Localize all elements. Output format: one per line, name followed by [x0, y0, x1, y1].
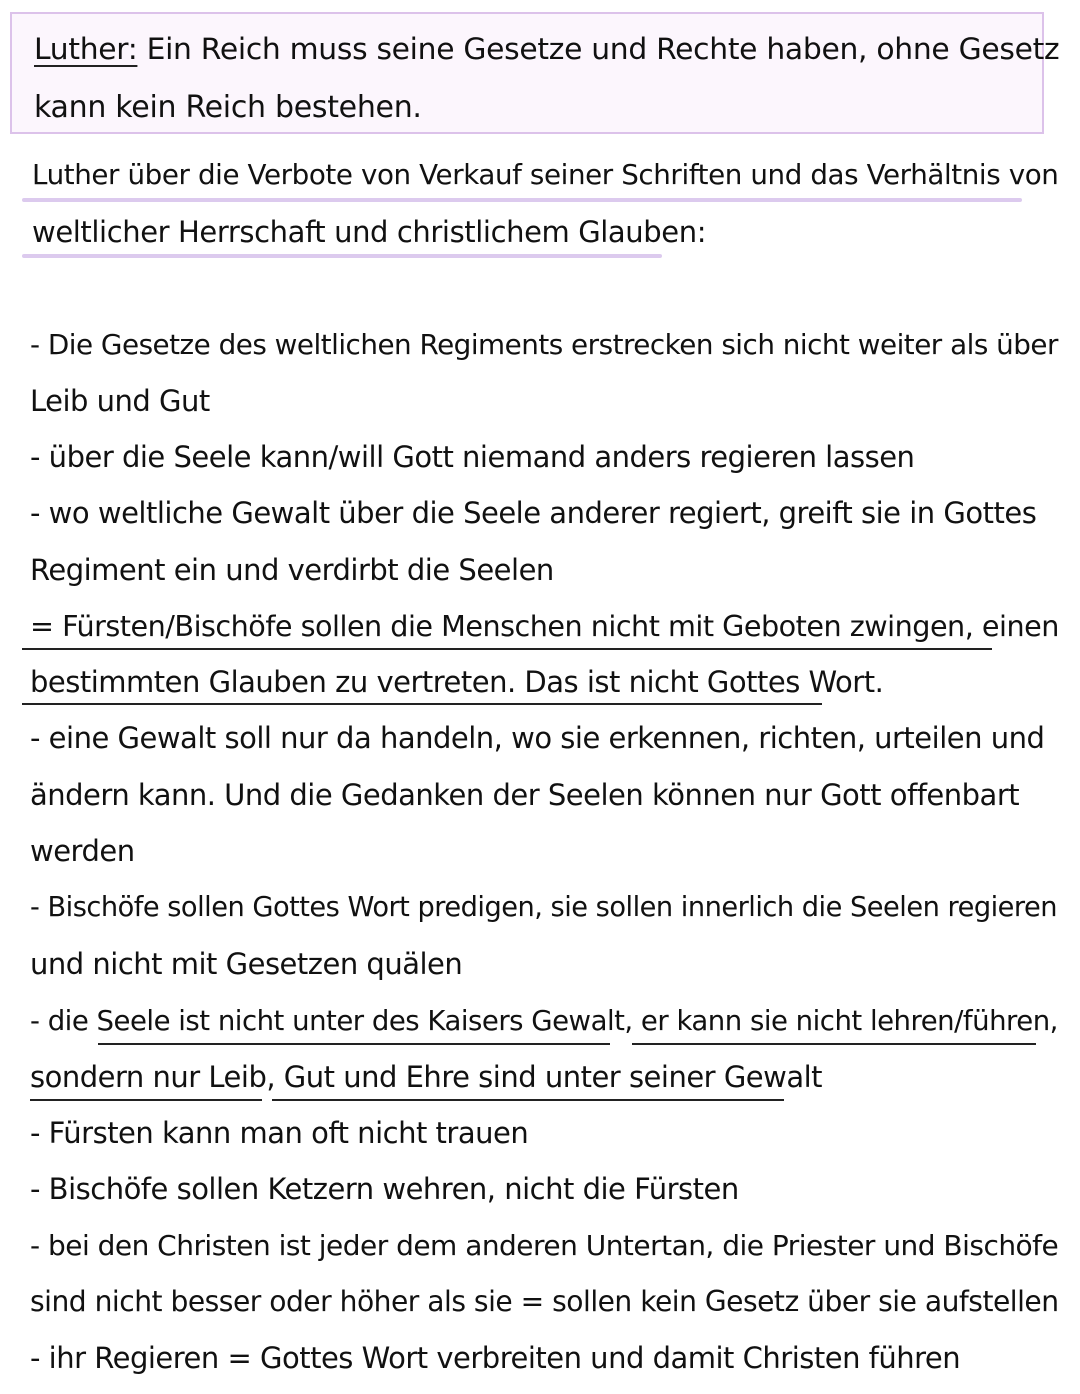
point-line-3: - über die Seele kann/will Gott niemand anders regieren lassen	[30, 440, 915, 474]
quote-speaker: Luther:	[34, 32, 138, 67]
point-line-5: Regiment ein und verdirbt die Seelen	[30, 553, 554, 587]
conclusion-underline-1	[22, 648, 992, 650]
point-line-4: - wo weltliche Gewalt über die Seele anderer regiert, greift sie in Gottes	[30, 496, 1037, 530]
heading-line-2: weltlicher Herrschaft und christlichem Glauben:	[32, 215, 707, 249]
point-line-17: - bei den Christen ist jeder dem anderen Untertan, die Priester und Bischöfe	[30, 1229, 1059, 1262]
heading-underline-1	[22, 198, 1022, 202]
conclusion-line-2: bestimmten Glauben zu vertreten. Das ist nicht Gottes Wort.	[30, 665, 884, 699]
point-line-2: Leib und Gut	[30, 384, 210, 418]
quote-box	[10, 12, 1060, 134]
conclusion-line-1: = Fürsten/Bischöfe sollen die Menschen nicht mit Geboten zwingen, einen	[30, 609, 1059, 643]
point-line-16: - Bischöfe sollen Ketzern wehren, nicht die Fürsten	[30, 1172, 739, 1206]
point-line-9: ändern kann. Und die Gedanken der Seelen können nur Gott offenbart	[30, 778, 1020, 812]
point-line-14: sondern nur Leib, Gut und Ehre sind unter seiner Gewalt	[30, 1060, 823, 1094]
quote-line-2: kann kein Reich bestehen.	[34, 90, 422, 125]
quote-line-1	[34, 30, 1059, 70]
point-line-10: werden	[30, 834, 135, 868]
heading-underline-2	[22, 254, 662, 258]
point-line-15: - Fürsten kann man oft nicht trauen	[30, 1116, 529, 1150]
lehren-underline	[632, 1043, 1036, 1045]
point-line-18: sind nicht besser oder höher als sie = sollen kein Gesetz über sie aufstellen	[30, 1285, 1059, 1318]
point-line-13: - die Seele ist nicht unter des Kaisers Gewalt, er kann sie nicht lehren/führen,	[30, 1005, 1058, 1037]
point-line-19: - ihr Regieren = Gottes Wort verbreiten und damit Christen führen	[30, 1341, 961, 1375]
point-line-12: und nicht mit Gesetzen quälen	[30, 947, 463, 981]
seele-underline	[98, 1043, 610, 1045]
conclusion-underline-2	[22, 703, 822, 705]
point-line-8: - eine Gewalt soll nur da handeln, wo sie erkennen, richten, urteilen und	[30, 721, 1045, 755]
point-line-1: - Die Gesetze des weltlichen Regiments erstrecken sich nicht weiter als über	[30, 328, 1058, 361]
ehre-underline	[272, 1099, 784, 1101]
point-line-11: - Bischöfe sollen Gottes Wort predigen, sie sollen innerlich die Seelen regieren	[30, 892, 1058, 923]
quote-text: Ein Reich muss seine Gesetze und Rechte haben, ohne Gesetz	[137, 32, 1060, 67]
heading-line-1: Luther über die Verbote von Verkauf seiner Schriften und das Verhältnis von	[32, 158, 1059, 191]
sondern-underline	[30, 1099, 262, 1101]
